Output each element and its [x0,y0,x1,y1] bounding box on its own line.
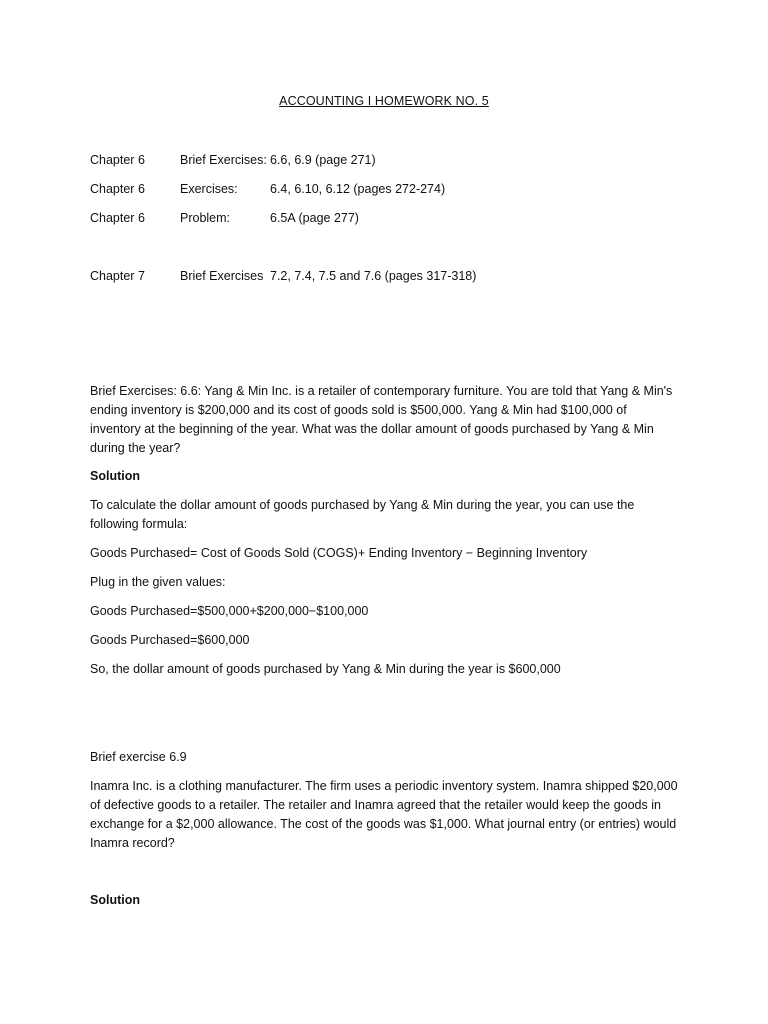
exercise-6-6-step-1: Goods Purchased=$500,000+$200,000−$100,000 [90,604,369,618]
assignment-chapter: Chapter 6 [90,153,145,167]
assignment-items: 6.5A (page 277) [270,211,359,225]
exercise-6-6-question: Brief Exercises: 6.6: Yang & Min Inc. is a retailer of contemporary furniture. You are told that Yang & Min's ending inventory is $200,000 and its cost of goods sold is $500,000. Yang & Min had $100,000 of inventory at the beginning of the year. What was the dollar amount of goods purchased by Yang & Min during the year? [90,384,673,455]
exercise-6-6-formula: Goods Purchased= Cost of Goods Sold (COGS)+ Ending Inventory − Beginning Inventory [90,546,588,560]
assignment-type: Brief Exercises: [180,153,267,167]
assignment-chapter: Chapter 7 [90,269,145,283]
assignment-type: Brief Exercises [180,269,264,283]
exercise-6-9-heading: Brief exercise 6.9 [90,750,187,764]
assignment-chapter: Chapter 6 [90,182,145,196]
assignment-type: Exercises: [180,182,238,196]
exercise-6-6-step-2: Goods Purchased=$600,000 [90,633,250,647]
exercise-6-6-conclusion: So, the dollar amount of goods purchased by Yang & Min during the year is $600,000 [90,662,561,676]
assignment-items: 6.4, 6.10, 6.12 (pages 272-274) [270,182,446,196]
exercise-6-9-solution-heading: Solution [90,893,140,907]
assignment-items: 6.6, 6.9 (page 271) [270,153,376,167]
assignment-items: 7.2, 7.4, 7.5 and 7.6 (pages 317-318) [270,269,477,283]
exercise-6-6-solution-heading: Solution [90,469,140,483]
exercise-6-9-question: Inamra Inc. is a clothing manufacturer. The firm uses a periodic inventory system. Inamra shipped $20,000 of defective goods to a retailer. The retailer and Inamra agreed that the retailer would keep the goods in exchange for a $2,000 allowance. The cost of the goods was $1,000. What journal entry (or entries) would Inamra record? [90,779,678,850]
exercise-6-6-plug-in: Plug in the given values: [90,575,226,589]
assignment-type: Problem: [180,211,231,225]
document-title: ACCOUNTING I HOMEWORK NO. 5 [279,94,489,108]
exercise-6-6-solution-intro: To calculate the dollar amount of goods purchased by Yang & Min during the year, you can use the following formula: [90,498,635,531]
assignment-chapter: Chapter 6 [90,211,145,225]
